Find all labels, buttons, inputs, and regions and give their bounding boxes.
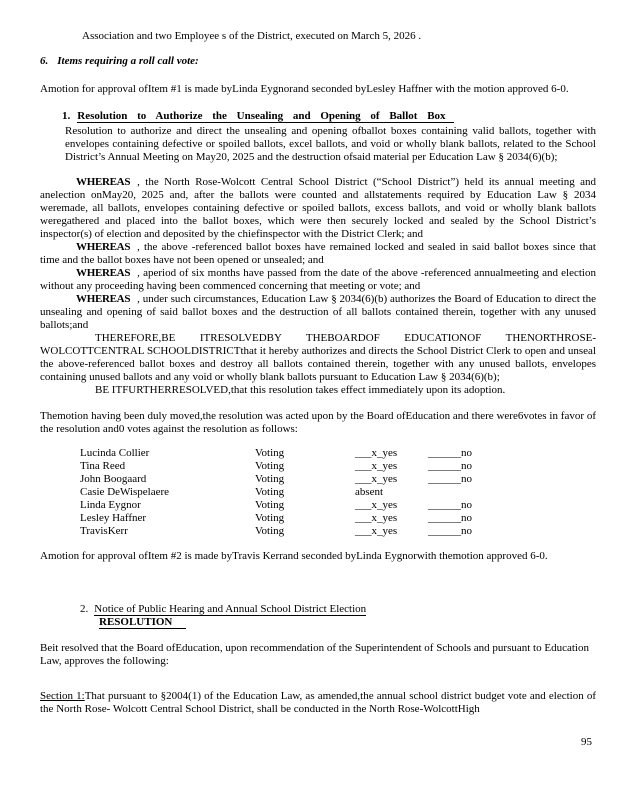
whereas-clause-3 <box>40 267 596 293</box>
vote-no: ______no <box>428 525 472 537</box>
motion1-paragraph: Amotion for approval ofItem #1 is made byLinda Eygnorand seconded byLesley Haffner with the motion approved 6-0. <box>40 83 569 95</box>
whereas-clause-2 <box>40 241 596 267</box>
item2-resolution-subheading <box>99 616 596 629</box>
vote-yes: ___x_yes <box>355 525 398 537</box>
vote-no: ______no <box>428 473 472 485</box>
voting-label: Voting <box>255 512 285 524</box>
item2-number: 2. <box>80 603 89 615</box>
section6-heading <box>40 55 596 68</box>
item1-heading <box>62 110 596 123</box>
item1-body: Resolution to authorize and direct the unsealing and opening ofballot boxes containing valid ballots, together with envelopes containing defective or spoiled ballots, excel ballots, and void or wholly blank ballots, related to the School District’s Annual Meeting on May20, 2025 and the destruction ofsaid material per Education Law § 2034(6)(b); <box>65 125 596 163</box>
table-row <box>80 473 596 486</box>
item1-resolution <box>62 110 596 164</box>
voting-label: Voting <box>255 473 285 485</box>
section6-title: Items requiring a roll call vote: <box>57 55 199 67</box>
voter-name: Lucinda Collier <box>80 447 150 459</box>
voter-name: Casie DeWispelaere <box>80 486 170 498</box>
voting-label: Voting <box>255 499 285 511</box>
item2-heading <box>80 603 596 616</box>
resolution-label: RESOLUTION <box>99 616 186 629</box>
vote-no: ______no <box>428 460 472 472</box>
voting-label: Voting <box>255 447 285 459</box>
item1-title: Resolution to Authorize the Unsealing and Opening of Ballot Box <box>77 110 453 123</box>
voting-label: Voting <box>255 525 285 537</box>
therefore-clause: THEREFORE,BE ITRESOLVEDBY THEBOARDOF EDUCATIONOF THENORTHROSE-WOLCOTTCENTRAL SCHOOLDISTRICTthat it hereby authorizes and directs the School District Clerk to open and unseal the above-referenced ballot boxes and destroy all ballots contained therein, together with any unused ballots, envelopes containing unused ballots and any void or wholly blank ballots pursuant to Education Law § 2034(6)(b); <box>40 332 596 383</box>
section6-number: 6. <box>40 55 49 67</box>
vote-yes: ___x_yes <box>355 499 398 511</box>
section1-paragraph <box>40 690 596 716</box>
further-resolved-clause: BE ITFURTHERRESOLVED,that this resolution takes effect immediately upon its adoption. <box>95 384 506 396</box>
whereas-label: WHEREAS <box>76 241 131 253</box>
voter-name: Linda Eygnor <box>80 499 141 511</box>
resolved-intro-paragraph: Beit resolved that the Board ofEducation, upon recommendation of the Superintendent of Schools and pursuant to Education Law, approves the following: <box>40 642 589 667</box>
whereas-text: , aperiod of six months have passed from the date of the above -referenced annualmeeting and election without any proceeding having been commenced concerning that meeting or vote; and <box>40 267 596 292</box>
table-row <box>80 525 596 538</box>
item2-title: Notice of Public Hearing and Annual School District Election <box>94 603 367 615</box>
section1-text: That pursuant to §2004(1) of the Education Law, as amended,the annual school district budget vote and election of the North Rose- Wolcott Central School District, shall be conducted in the North Rose-WolcottHigh <box>40 690 596 715</box>
table-row <box>80 447 596 460</box>
voter-name: Lesley Haffner <box>80 512 147 524</box>
table-row <box>80 512 596 525</box>
motion2-paragraph: Amotion for approval ofItem #2 is made byTravis Kerrand seconded byLinda Eygnorwith themotion approved 6-0. <box>40 550 548 562</box>
whereas-label: WHEREAS <box>76 267 131 279</box>
voter-name: TravisKerr <box>80 525 128 537</box>
paragraph-intro: Association and two Employee s of the District, executed on March 5, 2026 . <box>82 30 422 42</box>
table-row <box>80 486 596 499</box>
whereas-clause-1 <box>40 176 596 241</box>
voting-label: Voting <box>255 486 285 498</box>
table-row <box>80 460 596 473</box>
whereas-label: WHEREAS <box>76 176 131 188</box>
section1-label: Section 1: <box>40 690 85 702</box>
whereas-text: , the North Rose-Wolcott Central School District (“School District”) held its annual meeting and anelection onMay20, 2025 and, after the ballots were counted and allstatements required by Education Law § 2034 weremade, all ballots, envelopes containing defective or spoiled ballots, excess ballots, and void or wholly blank ballots weregathered and placed into the ballot boxes, which were then securely locked and sealed by the School District’s inspector(s) of election and deposited by the chiefinspector with the District Clerk; and <box>40 176 596 240</box>
whereas-block <box>40 176 596 397</box>
voting-label: Voting <box>255 460 285 472</box>
vote-no <box>428 486 508 499</box>
voting-table <box>80 447 596 538</box>
item2-notice <box>80 603 596 629</box>
vote-no: ______no <box>428 447 472 459</box>
vote-yes: ___x_yes <box>355 473 398 485</box>
vote-no: ______no <box>428 512 472 524</box>
whereas-text: , under such circumstances, Education Law § 2034(6)(b) authorizes the Board of Education to direct the unsealing and opening of said ballot boxes and the destruction of all ballots contained therein, together with any unused ballots;and <box>40 293 596 331</box>
table-row <box>80 499 596 512</box>
vote-no: ______no <box>428 499 472 511</box>
voter-name: Tina Reed <box>80 460 126 472</box>
page-number: 95 <box>581 736 592 748</box>
voter-name: John Boogaard <box>80 473 147 485</box>
item1-number: 1. <box>62 110 71 122</box>
whereas-clause-4 <box>40 293 596 332</box>
vote-yes: ___x_yes <box>355 447 398 459</box>
vote-yes: ___x_yes <box>355 460 398 472</box>
vote-absent: absent <box>355 486 384 498</box>
vote-yes: ___x_yes <box>355 512 398 524</box>
whereas-label: WHEREAS <box>76 293 131 305</box>
whereas-text: , the above -referenced ballot boxes have remained locked and sealed in said ballot boxes since that time and the ballot boxes have not been opened or unsealed; and <box>40 241 596 266</box>
motion-acted-paragraph: Themotion having been duly moved,the resolution was acted upon by the Board ofEducation and there were6votes in favor of the resolution and0 votes against the resolution as follows: <box>40 410 596 435</box>
